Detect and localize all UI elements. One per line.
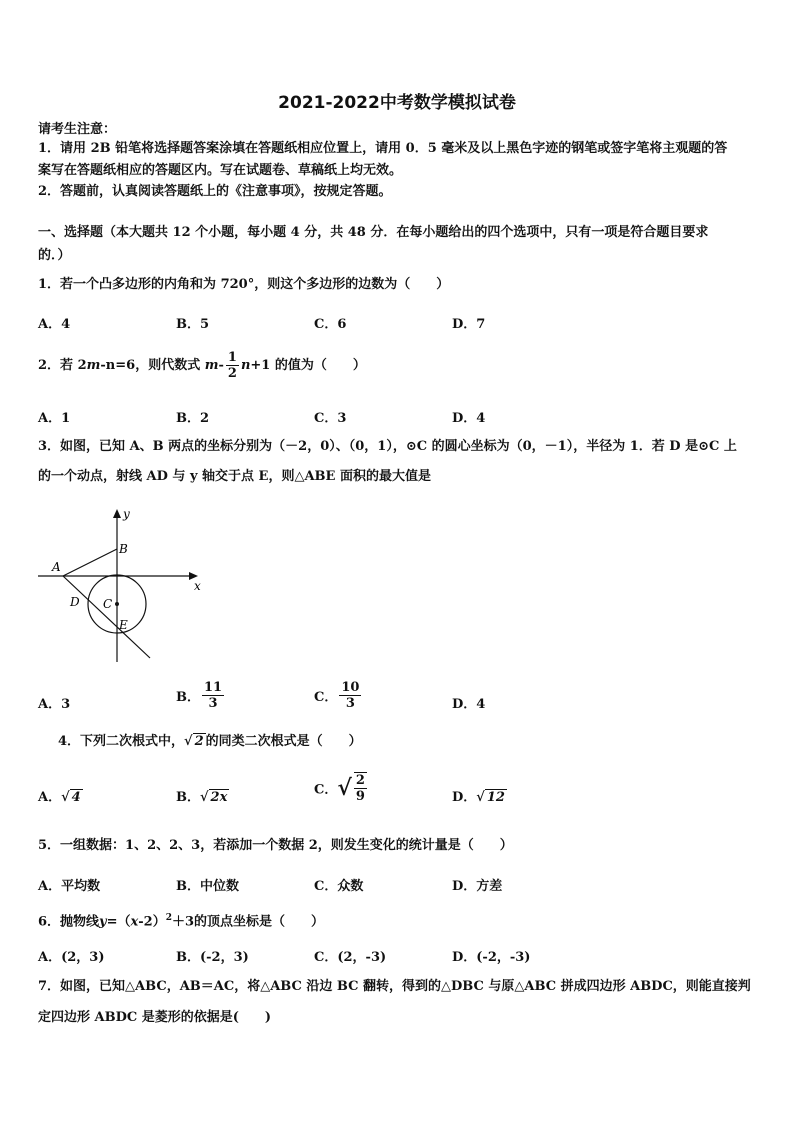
q2-minus: - [218,358,224,373]
question-3-line-2: 的一个动点，射线 AD 与 y 轴交于点 E，则△ABE 面积的最大值是 [38,469,431,484]
q6-exponent: 2 [165,913,172,923]
segment-ab [63,549,117,576]
q6-var-x: x [130,914,139,930]
q6-option-c: C．(2，-3) [314,950,387,965]
question-1-stem: 1．若一个凸多边形的内角和为 720°，则这个多边形的边数为（ ） [38,277,450,292]
q2-var-m: m [86,358,101,373]
notice-item-1-line-2: 案写在答题纸相应的答题区内。写在试题卷、草稿纸上均无效。 [38,163,403,178]
q4-radicand: 2 [194,734,204,749]
q6-option-b: B．(-2，3) [176,950,249,965]
q4-radical: √ 2 [184,734,204,749]
page-title: 2021-2022中考数学模拟试卷 [278,93,516,113]
q2-stem-mid: =6，则代数式 [115,358,205,373]
question-4-stem [58,731,362,753]
q4-option-c-num: 2 [355,773,365,788]
q5-option-d: D．方差 [452,879,503,894]
q1-option-d: D．7 [452,317,486,332]
q5-option-c: C．众数 [314,879,364,894]
question-7-line-1: 7．如图，已知△ABC，AB＝AC，将△ABC 沿边 BC 翻转，得到的△DBC 与原△ABC 拼成四边形 ABDC，则能直接判 [38,979,751,994]
q2-stem-pre: 2．若 2 [38,358,87,373]
label-y: y [123,507,130,521]
q2-option-b: B．2 [176,411,210,426]
center-point-c [115,602,119,606]
q6-inner: -2） [138,914,166,930]
ray-ad [63,576,150,658]
q4-option-b-prefix: B． [176,790,200,805]
q3-option-b-fraction [202,680,224,711]
y-axis-arrow [113,509,121,518]
q4-option-a-prefix: A． [38,790,62,805]
q2-fraction [226,350,239,381]
q4-option-b-radicand: 2x [210,790,228,805]
q4-option-c: C．√ $\frac{2}{9}$ [314,773,365,804]
q3-option-c-den: 3 [345,696,355,711]
label-x: x [194,579,201,593]
q5-option-a: A．平均数 [38,879,101,894]
q3-option-c-fraction [339,680,361,711]
q1-option-a: A．4 [38,317,71,332]
q4-option-b: B．√ 2x [176,790,228,805]
q2-frac-num: 1 [227,350,237,365]
question-5-stem: 5．一组数据：1、2、2、3，若添加一个数据 2，则发生变化的统计量是（ ） [38,838,513,853]
q2-option-c: C．3 [314,411,347,426]
section-heading-line-2: 的．） [38,248,71,263]
q6-option-d: D．(-2，-3) [452,950,531,965]
q3-option-b [176,680,226,711]
q4-option-a: A．√ 4 [38,790,81,805]
notice-item-2: 2．答题前，认真阅读答题纸上的《注意事项》，按规定答题。 [38,184,392,199]
q2-option-d: D．4 [452,411,486,426]
question-3-line-1: 3．如图，已知 A、B 两点的坐标分别为（－2，0）、（0，1），⊙C 的圆心坐标为（0，－1），半径为 1．若 D 是⊙C 上 [38,439,737,454]
label-b: B [119,542,128,556]
q1-option-c: C．6 [314,317,347,332]
q3-option-b-num: 11 [204,680,223,695]
q4-option-d-radicand: 12 [486,790,505,805]
q4-option-c-prefix: C． [314,782,338,798]
q4-option-c-fraction [354,772,367,804]
q3-option-b-prefix: B． [176,690,200,705]
q6-stem-post: ＋3的顶点坐标是（ ） [172,914,325,930]
q4-option-a-radicand: 4 [71,790,81,805]
q4-stem-pre: 4．下列二次根式中， [58,734,185,749]
q6-var-y: y [99,914,107,930]
q3-option-c-num: 10 [341,680,360,695]
q3-coordinate-figure [30,500,220,670]
label-c: C [103,597,113,611]
q2-minus-n: -n [100,358,116,373]
q2-var-m2: m [204,358,219,373]
q6-stem-pre: 6．抛物线 [38,914,100,930]
q4-option-c-den: 9 [355,789,365,804]
section-heading-line-1: 一、选择题（本大题共 12 个小题，每小题 4 分，共 48 分．在每小题给出的四个选项中，只有一项是符合题目要求 [38,225,709,240]
notice-heading: 请考生注意： [38,122,117,137]
label-a: A [52,560,61,574]
q6-option-a: A．(2，3) [38,950,105,965]
q3-option-c [314,680,363,711]
question-6-stem [38,907,324,933]
q4-option-d-prefix: D． [452,790,477,805]
q5-option-b: B．中位数 [176,879,239,894]
q2-option-a: A．1 [38,411,71,426]
label-e: E [119,618,128,632]
q4-stem-post: 的同类二次根式是（ ） [205,734,362,749]
q2-var-n: n [240,358,251,373]
question-7-line-2: 定四边形 ABDC 是菱形的依据是( ) [38,1010,272,1025]
q1-option-b: B．5 [176,317,210,332]
notice-item-1-line-1: 1．请用 2B 铅笔将选择题答案涂填在答题纸相应位置上，请用 0．5 毫米及以上黑色字迹的钢笔或签字笔将主观题的答 [38,141,728,156]
q3-option-a: A．3 [38,697,71,712]
q2-frac-den: 2 [227,366,237,381]
q3-option-c-prefix: C． [314,690,338,705]
label-d: D [70,595,80,609]
q4-option-d: D．√ 12 [452,790,505,805]
q3-option-d: D．4 [452,697,486,712]
q6-eq: =（ [106,914,131,930]
q3-option-b-den: 3 [208,696,218,711]
question-2-stem [38,349,366,383]
q2-stem-post: +1 的值为（ ） [250,358,366,373]
